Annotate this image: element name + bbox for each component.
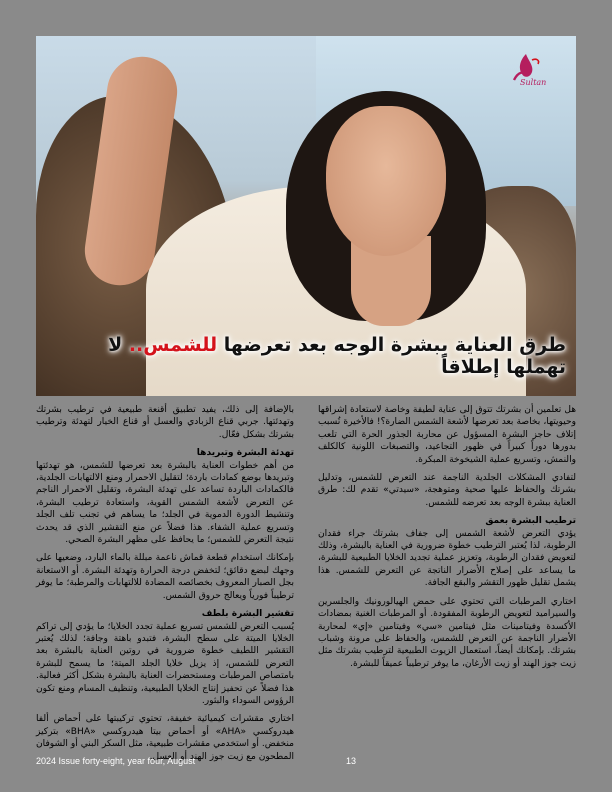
paragraph: اختاري المرطبات التي تحتوي على حمض الهيالورونيك والجلسرين والسيراميد لتعويض الرطوبة المفقودة. أو المرطبات الغنية بمضادات الأكسدة وفيتامينات مثل فيتامين «سي» وفيتامين «إي» لمحاربة الأضرار الناجمة عن التعرض للشمس، والحفاظ على مرونة وشباب بشرتك. بإمكانك أيضاً، استعمال الزيوت الطبيعية لترطيب بشرتك مثل زيت جوز الهند أو زيت الأرغان، ما يوفر ترطيباً عميقاً للبشرة. xyxy=(318,596,576,669)
logo-wordmark: Sultan xyxy=(520,78,547,87)
subheading: تقشير البشرة بلطف xyxy=(201,609,294,620)
magazine-logo xyxy=(506,50,546,90)
subheading: ترطيب البشرة بعمق xyxy=(485,516,576,527)
paragraph: بإمكانك استخدام قطعة قماش ناعمة مبللة بالماء البارد، وضعيها على وجهك لبضع دقائق؛ لتخفض درجة الحرارة وتهدئة البشرة. أو الاستعانة بجل الصبار المعروف بخصائصه المضادة للالتهابات والمرطبة؛ ما يوفر ترطيباً فورياً ويعالج حروق الشمس. xyxy=(36,553,294,601)
article-body xyxy=(36,404,576,769)
paragraph: بالإضافة إلى ذلك، يفيد تطبيق أقنعة طبيعية في ترطيب بشرتك وتهدئتها. جربي قناع الزبادي والعسل أو قناع الخيار لتهدئة وترطيب بشرتك بشكل فعّال. xyxy=(36,405,294,440)
paragraph: من أهم خطوات العناية بالبشرة بعد تعرضها للشمس، هو تهدئتها وتبريدها بوضع كمادات باردة؛ لتقليل الاحمرار ومنع الالتهابات الجلدية، فالكمادات الباردة تساعد على تهدئة البشرة، وتقليل الاحمرار الناجم عن التعرض لأشعة الشمس القوية، واستعادة ترطيب البشرة، وتنشيط الدورة الدموية في الجلد؛ ما يساهم في تجنب تلف الجلد وتسريع عملية الشفاء. هذا فضلاً عن منع التقشير الذي قد يحدث نتيجة التعرض للشمس؛ ما يحافظ على مظهر البشرة الصحي. xyxy=(36,460,294,546)
page-number: 13 xyxy=(346,756,357,766)
title-part: لا تهملها إطلاقاً xyxy=(108,334,566,378)
title-highlight: للشمس.. xyxy=(128,334,218,356)
title-part: طرق العناية ببشرة الوجه بعد تعرضها xyxy=(217,334,566,356)
paragraph: اختاري مقشرات كيميائية خفيفة، تحتوي تركيبتها على أحماض ألفا هيدروكسي «AHA» أو أحماض بيتا هيدروكسي «BHA» بتركيز منخفض. أو استخدمي مقشرات طبيعية، مثل السكر البني أو الشوفان المطحون مع زيت جوز الهند أو العسل. xyxy=(36,714,295,762)
right-column xyxy=(318,404,576,676)
paragraph: هل تعلمين أن بشرتك تتوق إلى عناية لطيفة وخاصة لاستعادة إشراقها وحيويتها، بخاصة بعد تعرضها لأشعة الشمس الضارة؟! فالأخيرة تُسبب إتلاف حاجز البشرة المسؤول عن محاربة الجذور الحرة التي تلعب بدورها دوراً كبيراً في ظهور التجاعيد، والتصبغات اللونية كالكلف والنمش، وتسريع عملية الشيخوخة المبكرة. xyxy=(318,405,576,465)
left-column xyxy=(36,404,294,769)
subheading: تهدئة البشرة وتبريدها xyxy=(196,448,294,459)
paragraph: يُسبب التعرض للشمس تسريع عملية تجدد الخلايا؛ ما يؤدي إلى تراكم الخلايا الميتة على سطح البشرة، فتبدو باهتة وجافة؛ لذلك يُعتبر التقشير اللطيف خطوة ضرورية في روتين العناية بالبشرة بعد التعرض للشمس، إذ يزيل خلايا الجلد الميتة؛ ما يسمح للبشرة بامتصاص المرطبات ومستحضرات العناية بالبشرة بشكل أكثر فعالية. هذا فضلاً عن تحفيز إنتاج الخلايا الطبيعية، وتنظيف المسام ومنع تكون الرؤوس السوداء والبثور. xyxy=(36,621,294,706)
issue-info: 2024 Issue forty-eight, year four, August xyxy=(36,756,196,766)
hero-image xyxy=(36,36,576,396)
paragraph: لتفادي المشكلات الجلدية الناجمة عند التعرض للشمس، وتدليل بشرتك والحفاظ عليها صحية ومتوهجة، «سيدتي» تقدم لك: طرق العناية ببشرة الوجه بعد تعرضه للشمس. xyxy=(318,473,576,508)
paragraph: يؤدي التعرض لأشعة الشمس إلى جفاف بشرتك جراء فقدان الرطوبة، لذا يُعتبر الترطيب خطوة ضرورية في العناية بالبشرة، وذلك لتعويض فقدان الرطوبة، وتعزيز عملية تجديد الخلايا الطبيعية للبشرة، ما يساعد على إصلاح الأضرار الناتجة عن التعرض للشمس. هذا يشمل تقليل ظهور التقشر والبقع الجافة. xyxy=(318,528,576,589)
article-title xyxy=(46,334,566,378)
face xyxy=(326,106,446,256)
